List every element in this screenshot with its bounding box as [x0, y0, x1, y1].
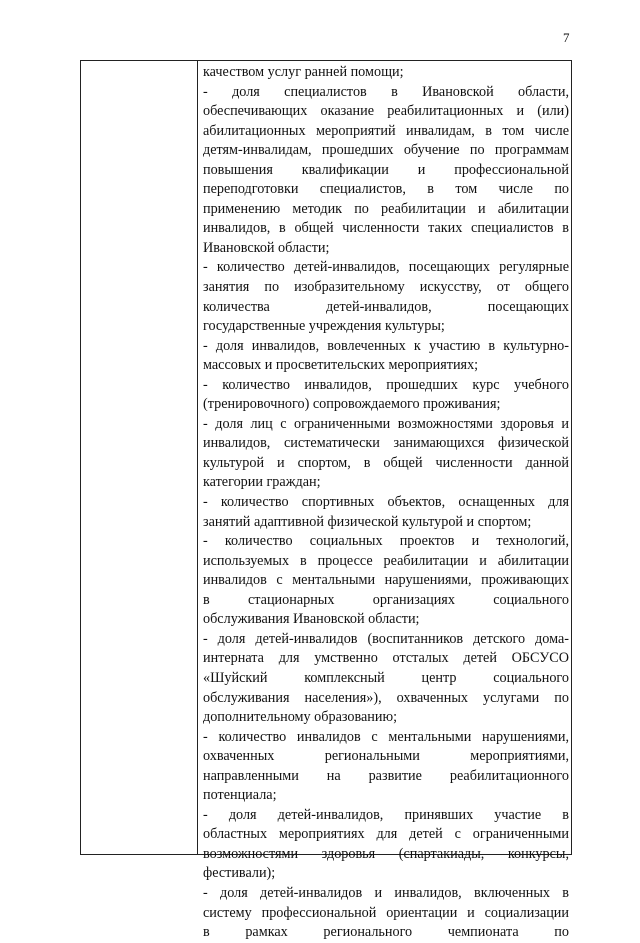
text-line: «Шуйский комплексный центр социального [203, 669, 569, 686]
text-line: культурой и спортом, в общей численности данной [203, 454, 569, 471]
text-line: обеспечивающих оказание реабилитационных и (или) [203, 103, 569, 120]
text-line: интерната для умственно отсталых детей ОБСУСО [203, 650, 569, 667]
text-line: качеством услуг ранней помощи; [203, 64, 404, 80]
text-line: категории граждан; [203, 474, 321, 491]
text-line: Ивановской области; [203, 239, 330, 256]
text-line: занятий адаптивной физической культурой и спортом; [203, 513, 532, 530]
text-line: - количество детей-инвалидов, посещающих регулярные [203, 259, 569, 276]
text-line: инвалидов, в общей численности таких специалистов в [203, 220, 569, 237]
text-line: (тренировочного) сопровождаемого проживания; [203, 396, 501, 413]
text-line: - доля детей-инвалидов, принявших участие в [203, 806, 569, 823]
text-line: - количество социальных проектов и технологий, [203, 533, 569, 550]
text-line: направленными на развитие реабилитационного [203, 767, 569, 784]
text-line: повышения квалификации и профессиональной [203, 161, 569, 178]
column-divider [197, 61, 198, 854]
text-line: обслуживания Ивановской области; [203, 611, 420, 628]
text-line: в стационарных организациях социального [203, 591, 569, 608]
text-line: государственные учреждения культуры; [203, 318, 445, 335]
text-line: областных мероприятиях для детей с ограниченными [203, 826, 569, 843]
text-line: - доля инвалидов, вовлеченных к участию в культурно- [203, 337, 569, 354]
text-line: - количество спортивных объектов, оснащенных для [203, 494, 569, 511]
text-line: инвалидов, систематически занимающихся физической [203, 435, 569, 452]
text-line: - доля детей-инвалидов (воспитанников детского дома- [203, 630, 569, 647]
text-line: абилитационных мероприятий инвалидам, в том числе [203, 122, 569, 139]
text-line: дополнительному образованию; [203, 709, 398, 726]
text-line: в рамках регионального чемпионата по [203, 924, 569, 941]
text-line: возможностями здоровья (спартакиады, конкурсы, [203, 845, 569, 862]
text-line: занятия по изобразительному искусству, от общего [203, 279, 569, 296]
text-line: обслуживания населения»), охваченных услугами по [203, 689, 569, 706]
text-line: детям-инвалидам, прошедших обучение по программам [203, 142, 569, 159]
text-line: охваченных региональными мероприятиями, [203, 748, 569, 765]
text-line: инвалидов с ментальными нарушениями, проживающих [203, 572, 569, 589]
indicator-text-cell [203, 63, 569, 943]
text-line: - доля лиц с ограниченными возможностями здоровья и [203, 415, 569, 432]
text-line: - количество инвалидов с ментальными нарушениями, [203, 728, 569, 745]
text-line: - доля детей-инвалидов и инвалидов, включенных в [203, 884, 569, 901]
text-line: массовых и просветительских мероприятиях; [203, 357, 479, 374]
text-line: применению методик по реабилитации и абилитации [203, 200, 569, 217]
text-line: фестивали); [203, 865, 276, 882]
text-line: - доля специалистов в Ивановской области, [203, 83, 569, 100]
empty-left-cell [81, 61, 197, 854]
text-line: количества детей-инвалидов, посещающих [203, 298, 569, 315]
text-line: систему профессиональной ориентации и социализации [203, 904, 569, 921]
text-line: переподготовки специалистов, в том числе по [203, 181, 569, 198]
text-line: - количество инвалидов, прошедших курс учебного [203, 376, 569, 393]
text-line: потенциала; [203, 787, 277, 804]
page-number: 7 [563, 30, 570, 45]
document-table [80, 60, 572, 941]
text-line: используемых в процессе реабилитации и абилитации [203, 552, 569, 569]
